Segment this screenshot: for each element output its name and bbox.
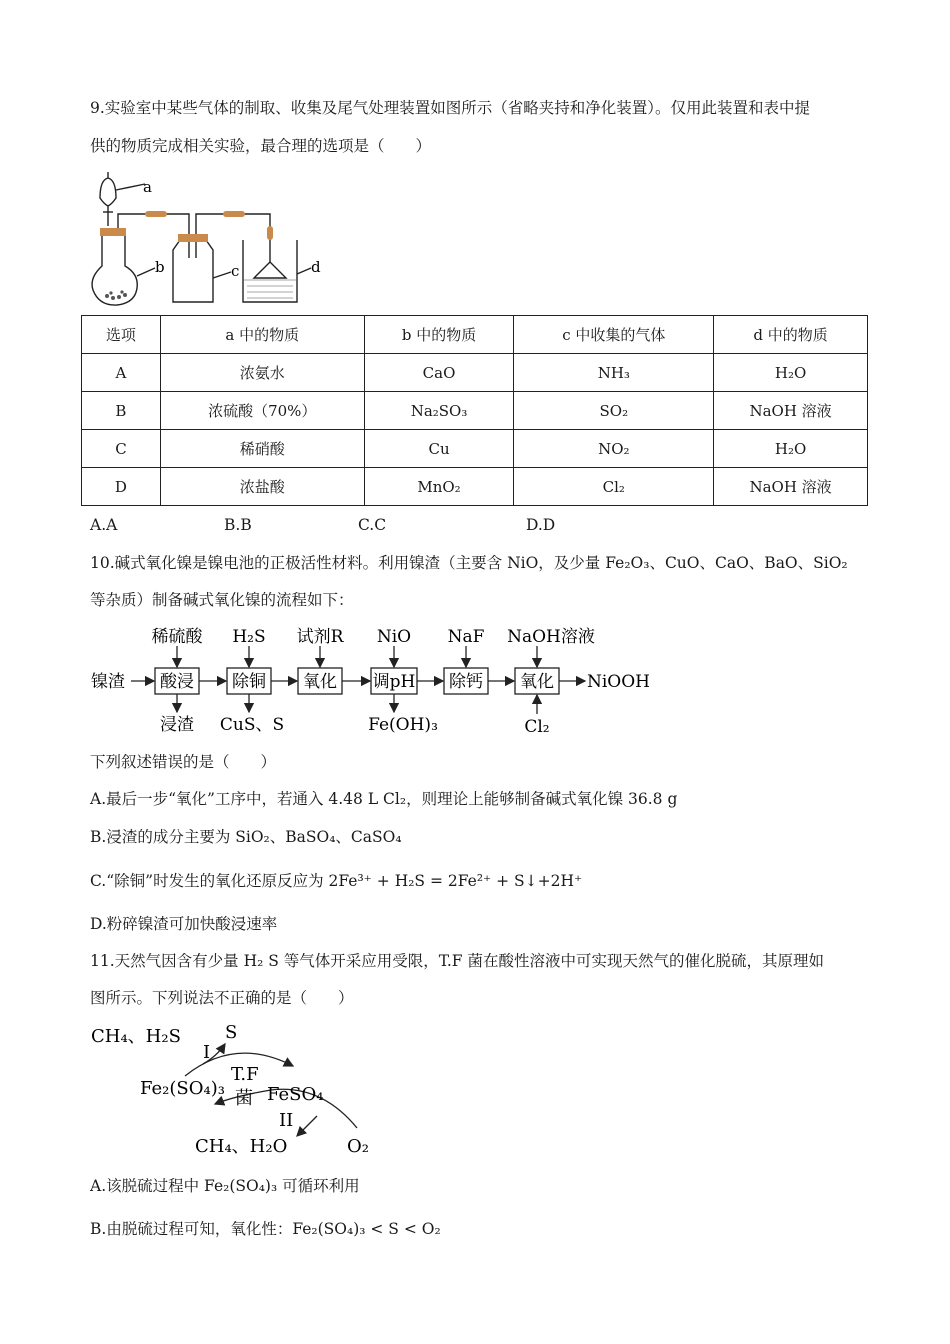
label-c: c <box>231 262 240 280</box>
q10-question: 下列叙述错误的是（ ） <box>90 753 277 771</box>
rubber-joint <box>145 211 167 217</box>
inverted-funnel <box>254 262 286 278</box>
q10-option-c[interactable]: C.“除铜”时发生的氧化还原反应为 2Fe³⁺ + H₂S = 2Fe²⁺ + S↓+2H⁺ <box>90 872 583 890</box>
q10-option-a[interactable]: A.最后一步“氧化”工序中，若通入 4.48 L Cl₂，则理论上能够制备碱式氧化镍 36.8 g <box>90 790 678 808</box>
flow-end: NiOOH <box>587 672 651 692</box>
table-cell: D <box>82 468 161 506</box>
table-row <box>82 468 868 506</box>
flow-output: Fe(OH)₃ <box>368 715 438 735</box>
table-cell: NaOH 溶液 <box>714 468 868 506</box>
cycle-right: FeSO₄ <box>267 1084 324 1105</box>
flow-input: NaOH溶液 <box>507 627 595 647</box>
flow-step: 除铜 <box>232 672 266 692</box>
rubber-stopper-flask <box>100 228 126 236</box>
flow-step: 调pH <box>372 672 416 692</box>
flow-step: 氧化 <box>520 672 554 692</box>
table-cell: NH₃ <box>514 354 714 392</box>
cycle-left: Fe₂(SO₄)₃ <box>140 1078 225 1099</box>
q11-stem-line2: 图所示。下列说法不正确的是（ ） <box>90 989 354 1007</box>
rubber-joint <box>223 211 245 217</box>
choice-c[interactable]: C.C <box>358 516 387 534</box>
table-cell: C <box>82 430 161 468</box>
choice-a[interactable]: A.A <box>90 516 118 534</box>
label-a: a <box>143 178 152 196</box>
table-cell: MnO₂ <box>364 468 514 506</box>
table-cell: Cu <box>364 430 514 468</box>
table-cell: 浓氨水 <box>160 354 364 392</box>
table-header-row <box>82 316 868 354</box>
table-cell: Na₂SO₃ <box>364 392 514 430</box>
flow-bottom-input: Cl₂ <box>524 717 550 737</box>
q10-option-b[interactable]: B.浸渣的成分主要为 SiO₂、BaSO₄、CaSO₄ <box>90 828 402 846</box>
table-header: b 中的物质 <box>364 316 514 354</box>
table-cell: H₂O <box>714 354 868 392</box>
table-header: 选项 <box>82 316 161 354</box>
table-row <box>82 392 868 430</box>
table-cell: 稀硝酸 <box>160 430 364 468</box>
q9-stem-line2: 供的物质完成相关实验，最合理的选项是（ ） <box>90 137 432 155</box>
cycle-step2: II <box>279 1110 294 1131</box>
q11-option-b[interactable]: B.由脱硫过程可知，氧化性：Fe₂(SO₄)₃ < S < O₂ <box>90 1220 441 1238</box>
liquid-level <box>244 280 296 298</box>
choice-d[interactable]: D.D <box>526 516 556 534</box>
cycle-bottom-right: O₂ <box>347 1136 369 1157</box>
process-flow-diagram <box>85 620 665 745</box>
flow-step: 酸浸 <box>160 672 194 692</box>
table-cell: A <box>82 354 161 392</box>
flow-start: 镍渣 <box>91 672 125 692</box>
table-cell: SO₂ <box>514 392 714 430</box>
table-row <box>82 354 868 392</box>
gas-apparatus-diagram <box>85 168 335 310</box>
table-cell: 浓盐酸 <box>160 468 364 506</box>
choice-b[interactable]: B.B <box>224 516 252 534</box>
q10-option-d[interactable]: D.粉碎镍渣可加快酸浸速率 <box>90 915 278 933</box>
flow-step: 除钙 <box>449 672 483 692</box>
cycle-top-left: CH₄、H₂S <box>91 1026 181 1047</box>
q11-option-a[interactable]: A.该脱硫过程中 Fe₂(SO₄)₃ 可循环利用 <box>90 1177 360 1195</box>
table-cell: Cl₂ <box>514 468 714 506</box>
q9-options-table <box>81 315 868 506</box>
q10-stem-line2: 等杂质）制备碱式氧化镍的流程如下： <box>90 591 354 609</box>
table-cell: CaO <box>364 354 514 392</box>
table-cell: B <box>82 392 161 430</box>
cycle-step1: I <box>203 1042 211 1063</box>
table-header: a 中的物质 <box>160 316 364 354</box>
q11-stem-line1: 11.天然气因含有少量 H₂ S 等气体开采应用受限，T.F 菌在酸性溶液中可实现天然气的催化脱硫，其原理如 <box>90 952 824 970</box>
rubber-joint <box>267 226 273 240</box>
q9-stem-line1: 9.实验室中某些气体的制取、收集及尾气处理装置如图所示（省略夹持和净化装置）。仅用此装置和表中提 <box>90 99 811 117</box>
flow-input: NaF <box>447 627 485 647</box>
label-b: b <box>155 258 165 276</box>
flow-input: 试剂R <box>296 627 344 647</box>
table-cell: NO₂ <box>514 430 714 468</box>
round-bottom-flask <box>92 234 137 305</box>
cycle-bottom-left: CH₄、H₂O <box>195 1136 288 1157</box>
desulfurization-cycle-diagram <box>85 1018 385 1160</box>
separatory-funnel <box>100 172 116 226</box>
flow-output: 浸渣 <box>160 715 194 735</box>
label-d: d <box>311 258 321 276</box>
rubber-stopper-bottle <box>178 234 208 242</box>
table-header: d 中的物质 <box>714 316 868 354</box>
q10-stem-line1: 10.碱式氧化镍是镍电池的正极活性材料。利用镍渣（主要含 NiO，及少量 Fe₂O₃、CuO、CaO、BaO、SiO₂ <box>90 554 848 572</box>
table-header: c 中收集的气体 <box>514 316 714 354</box>
collecting-bottle <box>173 240 213 302</box>
flow-step: 氧化 <box>303 672 337 692</box>
table-cell: H₂O <box>714 430 868 468</box>
cycle-center-line1: T.F <box>231 1064 259 1085</box>
table-row <box>82 430 868 468</box>
cycle-center-line2: 菌 <box>235 1088 253 1109</box>
flow-input: 稀硫酸 <box>151 627 203 647</box>
flow-input: NiO <box>376 627 412 647</box>
cycle-top-right: S <box>225 1022 238 1043</box>
table-cell: NaOH 溶液 <box>714 392 868 430</box>
flow-input: H₂S <box>232 627 266 647</box>
table-cell: 浓硫酸（70%） <box>160 392 364 430</box>
flow-output: CuS、S <box>219 715 285 735</box>
